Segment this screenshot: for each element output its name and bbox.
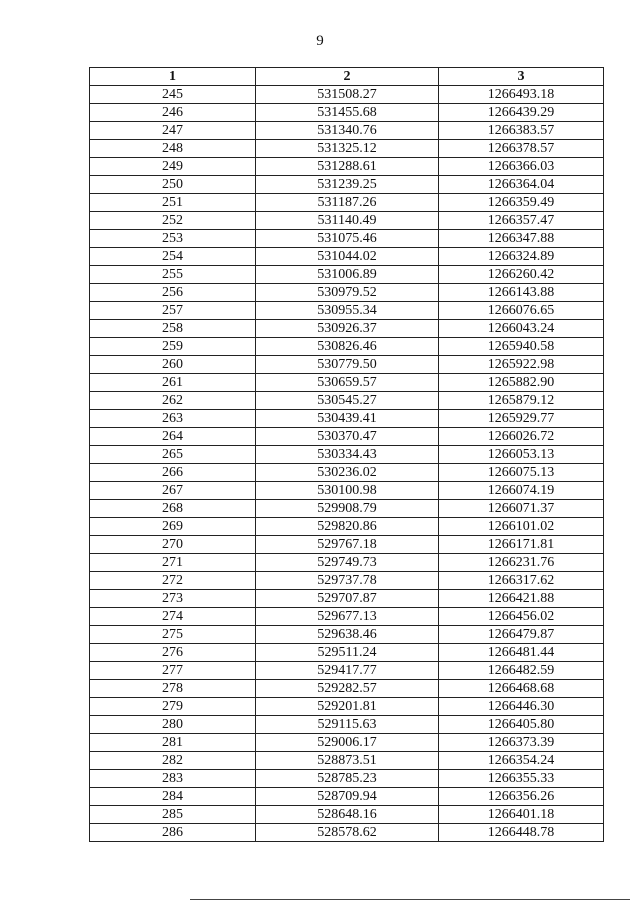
y-coordinate-cell: 1266421.88	[439, 590, 604, 608]
point-number-cell: 276	[90, 644, 256, 662]
table-row	[90, 212, 604, 230]
point-number-cell: 285	[90, 806, 256, 824]
x-coordinate-cell: 530659.57	[256, 374, 439, 392]
x-coordinate-cell: 531140.49	[256, 212, 439, 230]
table-row	[90, 734, 604, 752]
y-coordinate-cell: 1266171.81	[439, 536, 604, 554]
x-coordinate-cell: 530779.50	[256, 356, 439, 374]
x-coordinate-cell: 530926.37	[256, 320, 439, 338]
y-coordinate-cell: 1266439.29	[439, 104, 604, 122]
y-coordinate-cell: 1266446.30	[439, 698, 604, 716]
y-coordinate-cell: 1266260.42	[439, 266, 604, 284]
point-number-cell: 279	[90, 698, 256, 716]
y-coordinate-cell: 1266448.78	[439, 824, 604, 842]
table-row	[90, 572, 604, 590]
point-number-cell: 269	[90, 518, 256, 536]
table-row	[90, 500, 604, 518]
table-row	[90, 392, 604, 410]
point-number-cell: 282	[90, 752, 256, 770]
table-row	[90, 590, 604, 608]
x-coordinate-cell: 529737.78	[256, 572, 439, 590]
table-row	[90, 608, 604, 626]
point-number-cell: 280	[90, 716, 256, 734]
x-coordinate-cell: 530334.43	[256, 446, 439, 464]
y-coordinate-cell: 1266074.19	[439, 482, 604, 500]
table-row	[90, 140, 604, 158]
point-number-cell: 263	[90, 410, 256, 428]
point-number-cell: 281	[90, 734, 256, 752]
point-number-cell: 265	[90, 446, 256, 464]
point-number-cell: 268	[90, 500, 256, 518]
y-coordinate-cell: 1266405.80	[439, 716, 604, 734]
y-coordinate-cell: 1266373.39	[439, 734, 604, 752]
point-number-cell: 271	[90, 554, 256, 572]
point-number-cell: 278	[90, 680, 256, 698]
x-coordinate-cell: 529908.79	[256, 500, 439, 518]
x-coordinate-cell: 531239.25	[256, 176, 439, 194]
point-number-cell: 258	[90, 320, 256, 338]
point-number-cell: 283	[90, 770, 256, 788]
point-number-cell: 275	[90, 626, 256, 644]
y-coordinate-cell: 1266482.59	[439, 662, 604, 680]
y-coordinate-cell: 1266043.24	[439, 320, 604, 338]
table-row	[90, 806, 604, 824]
table-row	[90, 464, 604, 482]
x-coordinate-cell: 529749.73	[256, 554, 439, 572]
y-coordinate-cell: 1266347.88	[439, 230, 604, 248]
x-coordinate-cell: 530100.98	[256, 482, 439, 500]
point-number-cell: 257	[90, 302, 256, 320]
x-coordinate-cell: 531044.02	[256, 248, 439, 266]
y-coordinate-cell: 1266071.37	[439, 500, 604, 518]
table-row	[90, 698, 604, 716]
column-header-2: 2	[256, 68, 439, 86]
table-header-row	[90, 68, 604, 86]
y-coordinate-cell: 1266479.87	[439, 626, 604, 644]
table-row	[90, 536, 604, 554]
table-row	[90, 194, 604, 212]
table-row	[90, 788, 604, 806]
table-row	[90, 644, 604, 662]
point-number-cell: 270	[90, 536, 256, 554]
table-row	[90, 446, 604, 464]
y-coordinate-cell: 1266481.44	[439, 644, 604, 662]
x-coordinate-cell: 531508.27	[256, 86, 439, 104]
x-coordinate-cell: 530826.46	[256, 338, 439, 356]
x-coordinate-cell: 528873.51	[256, 752, 439, 770]
table-row	[90, 428, 604, 446]
y-coordinate-cell: 1266383.57	[439, 122, 604, 140]
x-coordinate-cell: 530236.02	[256, 464, 439, 482]
y-coordinate-cell: 1266364.04	[439, 176, 604, 194]
x-coordinate-cell: 528785.23	[256, 770, 439, 788]
x-coordinate-cell: 531455.68	[256, 104, 439, 122]
table-row	[90, 104, 604, 122]
y-coordinate-cell: 1266366.03	[439, 158, 604, 176]
point-number-cell: 249	[90, 158, 256, 176]
table-row	[90, 770, 604, 788]
table-row	[90, 662, 604, 680]
table-row	[90, 518, 604, 536]
x-coordinate-cell: 529707.87	[256, 590, 439, 608]
y-coordinate-cell: 1266359.49	[439, 194, 604, 212]
point-number-cell: 264	[90, 428, 256, 446]
x-coordinate-cell: 529006.17	[256, 734, 439, 752]
y-coordinate-cell: 1266231.76	[439, 554, 604, 572]
y-coordinate-cell: 1266076.65	[439, 302, 604, 320]
y-coordinate-cell: 1266355.33	[439, 770, 604, 788]
x-coordinate-cell: 529417.77	[256, 662, 439, 680]
point-number-cell: 253	[90, 230, 256, 248]
x-coordinate-cell: 529767.18	[256, 536, 439, 554]
table-row	[90, 824, 604, 842]
x-coordinate-cell: 529820.86	[256, 518, 439, 536]
x-coordinate-cell: 531325.12	[256, 140, 439, 158]
point-number-cell: 272	[90, 572, 256, 590]
point-number-cell: 245	[90, 86, 256, 104]
x-coordinate-cell: 530439.41	[256, 410, 439, 428]
point-number-cell: 252	[90, 212, 256, 230]
y-coordinate-cell: 1266378.57	[439, 140, 604, 158]
column-header-1: 1	[90, 68, 256, 86]
x-coordinate-cell: 529638.46	[256, 626, 439, 644]
x-coordinate-cell: 528709.94	[256, 788, 439, 806]
table-row	[90, 716, 604, 734]
table-row	[90, 554, 604, 572]
point-number-cell: 250	[90, 176, 256, 194]
y-coordinate-cell: 1266053.13	[439, 446, 604, 464]
y-coordinate-cell: 1266356.26	[439, 788, 604, 806]
x-coordinate-cell: 531075.46	[256, 230, 439, 248]
y-coordinate-cell: 1265922.98	[439, 356, 604, 374]
table-row	[90, 176, 604, 194]
point-number-cell: 286	[90, 824, 256, 842]
point-number-cell: 255	[90, 266, 256, 284]
y-coordinate-cell: 1266468.68	[439, 680, 604, 698]
x-coordinate-cell: 528648.16	[256, 806, 439, 824]
bottom-rule	[190, 899, 630, 900]
table-row	[90, 230, 604, 248]
table-row	[90, 356, 604, 374]
point-number-cell: 277	[90, 662, 256, 680]
table-row	[90, 626, 604, 644]
y-coordinate-cell: 1265929.77	[439, 410, 604, 428]
table-row	[90, 374, 604, 392]
y-coordinate-cell: 1265882.90	[439, 374, 604, 392]
y-coordinate-cell: 1266143.88	[439, 284, 604, 302]
y-coordinate-cell: 1266357.47	[439, 212, 604, 230]
point-number-cell: 259	[90, 338, 256, 356]
table-row	[90, 680, 604, 698]
y-coordinate-cell: 1266456.02	[439, 608, 604, 626]
point-number-cell: 284	[90, 788, 256, 806]
table-row	[90, 338, 604, 356]
point-number-cell: 274	[90, 608, 256, 626]
point-number-cell: 256	[90, 284, 256, 302]
column-header-3: 3	[439, 68, 604, 86]
y-coordinate-cell: 1266354.24	[439, 752, 604, 770]
x-coordinate-cell: 529201.81	[256, 698, 439, 716]
x-coordinate-cell: 529282.57	[256, 680, 439, 698]
x-coordinate-cell: 530955.34	[256, 302, 439, 320]
point-number-cell: 248	[90, 140, 256, 158]
x-coordinate-cell: 531006.89	[256, 266, 439, 284]
x-coordinate-cell: 531340.76	[256, 122, 439, 140]
coordinates-table	[89, 67, 604, 842]
x-coordinate-cell: 531187.26	[256, 194, 439, 212]
point-number-cell: 267	[90, 482, 256, 500]
point-number-cell: 251	[90, 194, 256, 212]
x-coordinate-cell: 529677.13	[256, 608, 439, 626]
table-row	[90, 320, 604, 338]
point-number-cell: 246	[90, 104, 256, 122]
point-number-cell: 261	[90, 374, 256, 392]
x-coordinate-cell: 530979.52	[256, 284, 439, 302]
table-row	[90, 266, 604, 284]
table-row	[90, 158, 604, 176]
table-row	[90, 248, 604, 266]
x-coordinate-cell: 531288.61	[256, 158, 439, 176]
table-row	[90, 284, 604, 302]
y-coordinate-cell: 1266101.02	[439, 518, 604, 536]
table-row	[90, 302, 604, 320]
y-coordinate-cell: 1265940.58	[439, 338, 604, 356]
table-row	[90, 122, 604, 140]
y-coordinate-cell: 1266317.62	[439, 572, 604, 590]
table-body	[90, 86, 604, 842]
table-row	[90, 482, 604, 500]
table-row	[90, 410, 604, 428]
y-coordinate-cell: 1266401.18	[439, 806, 604, 824]
y-coordinate-cell: 1265879.12	[439, 392, 604, 410]
x-coordinate-cell: 530370.47	[256, 428, 439, 446]
x-coordinate-cell: 528578.62	[256, 824, 439, 842]
point-number-cell: 262	[90, 392, 256, 410]
x-coordinate-cell: 530545.27	[256, 392, 439, 410]
y-coordinate-cell: 1266493.18	[439, 86, 604, 104]
point-number-cell: 247	[90, 122, 256, 140]
y-coordinate-cell: 1266026.72	[439, 428, 604, 446]
x-coordinate-cell: 529115.63	[256, 716, 439, 734]
point-number-cell: 254	[90, 248, 256, 266]
x-coordinate-cell: 529511.24	[256, 644, 439, 662]
page-number: 9	[316, 33, 324, 49]
y-coordinate-cell: 1266075.13	[439, 464, 604, 482]
table-row	[90, 752, 604, 770]
y-coordinate-cell: 1266324.89	[439, 248, 604, 266]
table-row	[90, 86, 604, 104]
point-number-cell: 260	[90, 356, 256, 374]
point-number-cell: 266	[90, 464, 256, 482]
point-number-cell: 273	[90, 590, 256, 608]
